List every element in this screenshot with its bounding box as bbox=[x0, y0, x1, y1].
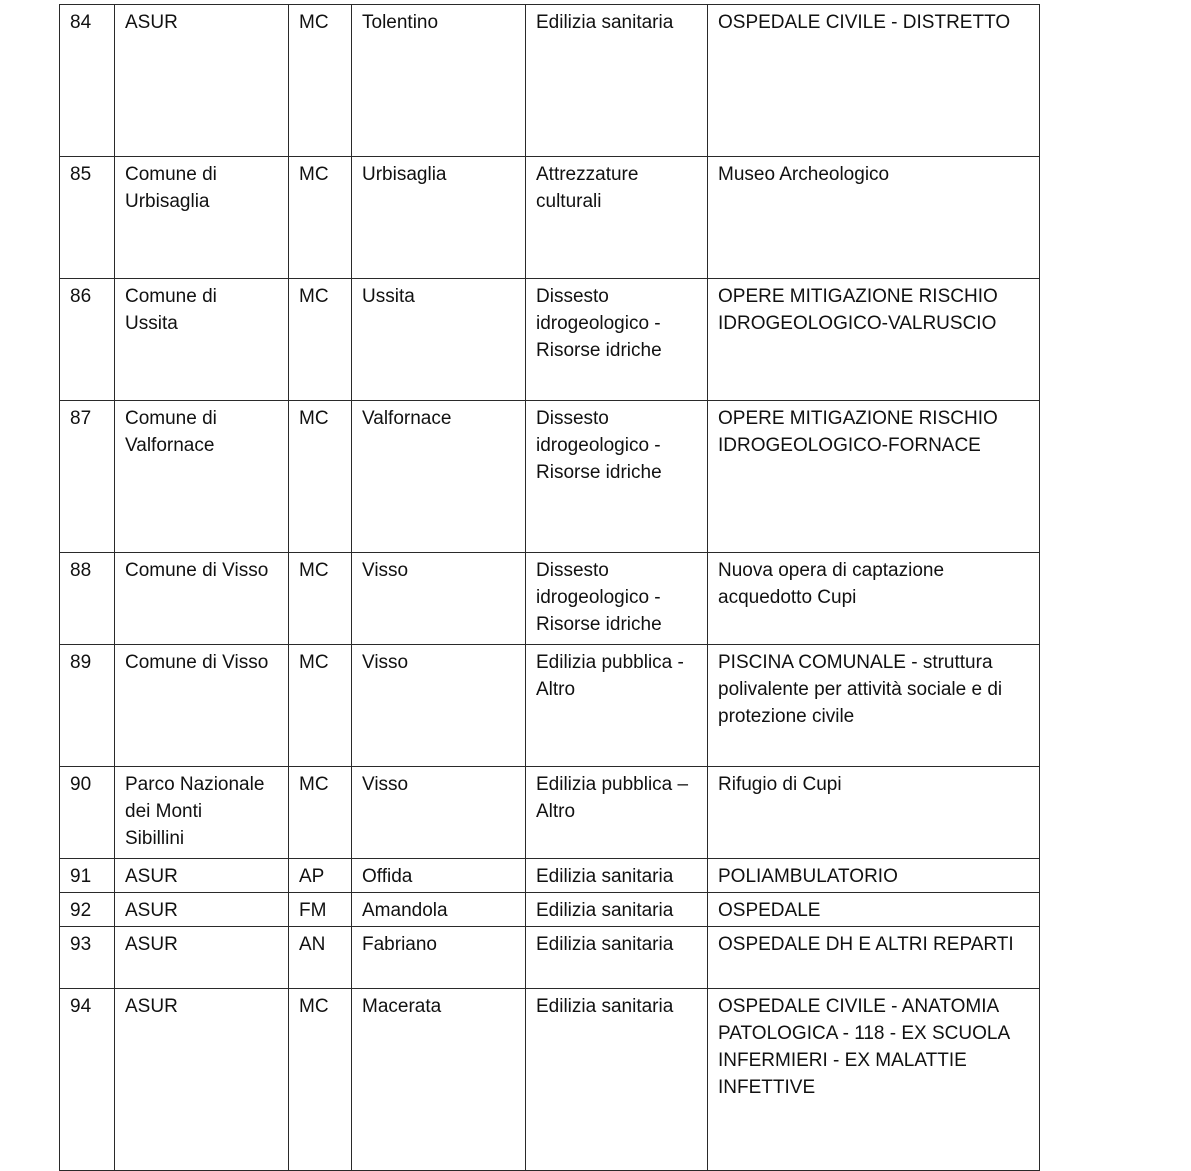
description-cell: POLIAMBULATORIO bbox=[708, 859, 1040, 893]
municipality-cell: Tolentino bbox=[352, 5, 526, 157]
municipality-cell: Visso bbox=[352, 767, 526, 859]
table-row bbox=[60, 401, 1040, 553]
table-row bbox=[60, 767, 1040, 859]
entity-cell: Comune di Urbisaglia bbox=[115, 157, 289, 279]
row-number-cell: 92 bbox=[60, 893, 115, 927]
table-body bbox=[60, 5, 1040, 1171]
province-cell: AP bbox=[289, 859, 352, 893]
entity-cell: ASUR bbox=[115, 927, 289, 989]
table-row bbox=[60, 927, 1040, 989]
entity-cell: Comune di Valfornace bbox=[115, 401, 289, 553]
table-row bbox=[60, 279, 1040, 401]
province-cell: AN bbox=[289, 927, 352, 989]
province-cell: MC bbox=[289, 401, 352, 553]
category-cell: Dissesto idrogeologico - Risorse idriche bbox=[526, 553, 708, 645]
row-number-cell: 94 bbox=[60, 989, 115, 1171]
row-number-cell: 87 bbox=[60, 401, 115, 553]
entity-cell: Comune di Visso bbox=[115, 645, 289, 767]
entity-cell: Comune di Ussita bbox=[115, 279, 289, 401]
entity-cell: ASUR bbox=[115, 989, 289, 1171]
row-number-cell: 89 bbox=[60, 645, 115, 767]
province-cell: MC bbox=[289, 5, 352, 157]
entity-cell: ASUR bbox=[115, 893, 289, 927]
entity-cell: ASUR bbox=[115, 859, 289, 893]
row-number-cell: 85 bbox=[60, 157, 115, 279]
category-cell: Edilizia sanitaria bbox=[526, 5, 708, 157]
description-cell: OSPEDALE bbox=[708, 893, 1040, 927]
table-row bbox=[60, 553, 1040, 645]
row-number-cell: 86 bbox=[60, 279, 115, 401]
municipality-cell: Ussita bbox=[352, 279, 526, 401]
entity-cell: Parco Nazionale dei Monti Sibillini bbox=[115, 767, 289, 859]
category-cell: Edilizia sanitaria bbox=[526, 893, 708, 927]
province-cell: MC bbox=[289, 553, 352, 645]
municipality-cell: Valfornace bbox=[352, 401, 526, 553]
description-cell: OSPEDALE CIVILE - DISTRETTO bbox=[708, 5, 1040, 157]
entity-cell: Comune di Visso bbox=[115, 553, 289, 645]
row-number-cell: 88 bbox=[60, 553, 115, 645]
description-cell: PISCINA COMUNALE - struttura polivalente per attività sociale e di protezione civile bbox=[708, 645, 1040, 767]
description-cell: Rifugio di Cupi bbox=[708, 767, 1040, 859]
municipality-cell: Offida bbox=[352, 859, 526, 893]
table-row bbox=[60, 5, 1040, 157]
province-cell: MC bbox=[289, 157, 352, 279]
category-cell: Attrezzature culturali bbox=[526, 157, 708, 279]
table-row bbox=[60, 893, 1040, 927]
category-cell: Edilizia sanitaria bbox=[526, 927, 708, 989]
row-number-cell: 91 bbox=[60, 859, 115, 893]
table-row bbox=[60, 989, 1040, 1171]
row-number-cell: 84 bbox=[60, 5, 115, 157]
description-cell: Nuova opera di captazione acquedotto Cupi bbox=[708, 553, 1040, 645]
description-cell: OPERE MITIGAZIONE RISCHIO IDROGEOLOGICO-VALRUSCIO bbox=[708, 279, 1040, 401]
table-row bbox=[60, 645, 1040, 767]
province-cell: MC bbox=[289, 767, 352, 859]
category-cell: Dissesto idrogeologico - Risorse idriche bbox=[526, 401, 708, 553]
category-cell: Edilizia sanitaria bbox=[526, 859, 708, 893]
municipality-cell: Visso bbox=[352, 553, 526, 645]
category-cell: Edilizia pubblica – Altro bbox=[526, 767, 708, 859]
province-cell: MC bbox=[289, 645, 352, 767]
province-cell: MC bbox=[289, 279, 352, 401]
table-row bbox=[60, 859, 1040, 893]
description-cell: OSPEDALE CIVILE - ANATOMIA PATOLOGICA - 118 - EX SCUOLA INFERMIERI - EX MALATTIE INFETTIVE bbox=[708, 989, 1040, 1171]
row-number-cell: 90 bbox=[60, 767, 115, 859]
description-cell: Museo Archeologico bbox=[708, 157, 1040, 279]
province-cell: MC bbox=[289, 989, 352, 1171]
category-cell: Dissesto idrogeologico - Risorse idriche bbox=[526, 279, 708, 401]
entity-cell: ASUR bbox=[115, 5, 289, 157]
category-cell: Edilizia sanitaria bbox=[526, 989, 708, 1171]
category-cell: Edilizia pubblica - Altro bbox=[526, 645, 708, 767]
row-number-cell: 93 bbox=[60, 927, 115, 989]
description-cell: OPERE MITIGAZIONE RISCHIO IDROGEOLOGICO-FORNACE bbox=[708, 401, 1040, 553]
municipality-cell: Fabriano bbox=[352, 927, 526, 989]
province-cell: FM bbox=[289, 893, 352, 927]
municipality-cell: Visso bbox=[352, 645, 526, 767]
municipality-cell: Macerata bbox=[352, 989, 526, 1171]
municipality-cell: Amandola bbox=[352, 893, 526, 927]
interventions-table bbox=[59, 4, 1040, 1171]
municipality-cell: Urbisaglia bbox=[352, 157, 526, 279]
description-cell: OSPEDALE DH E ALTRI REPARTI bbox=[708, 927, 1040, 989]
table-row bbox=[60, 157, 1040, 279]
